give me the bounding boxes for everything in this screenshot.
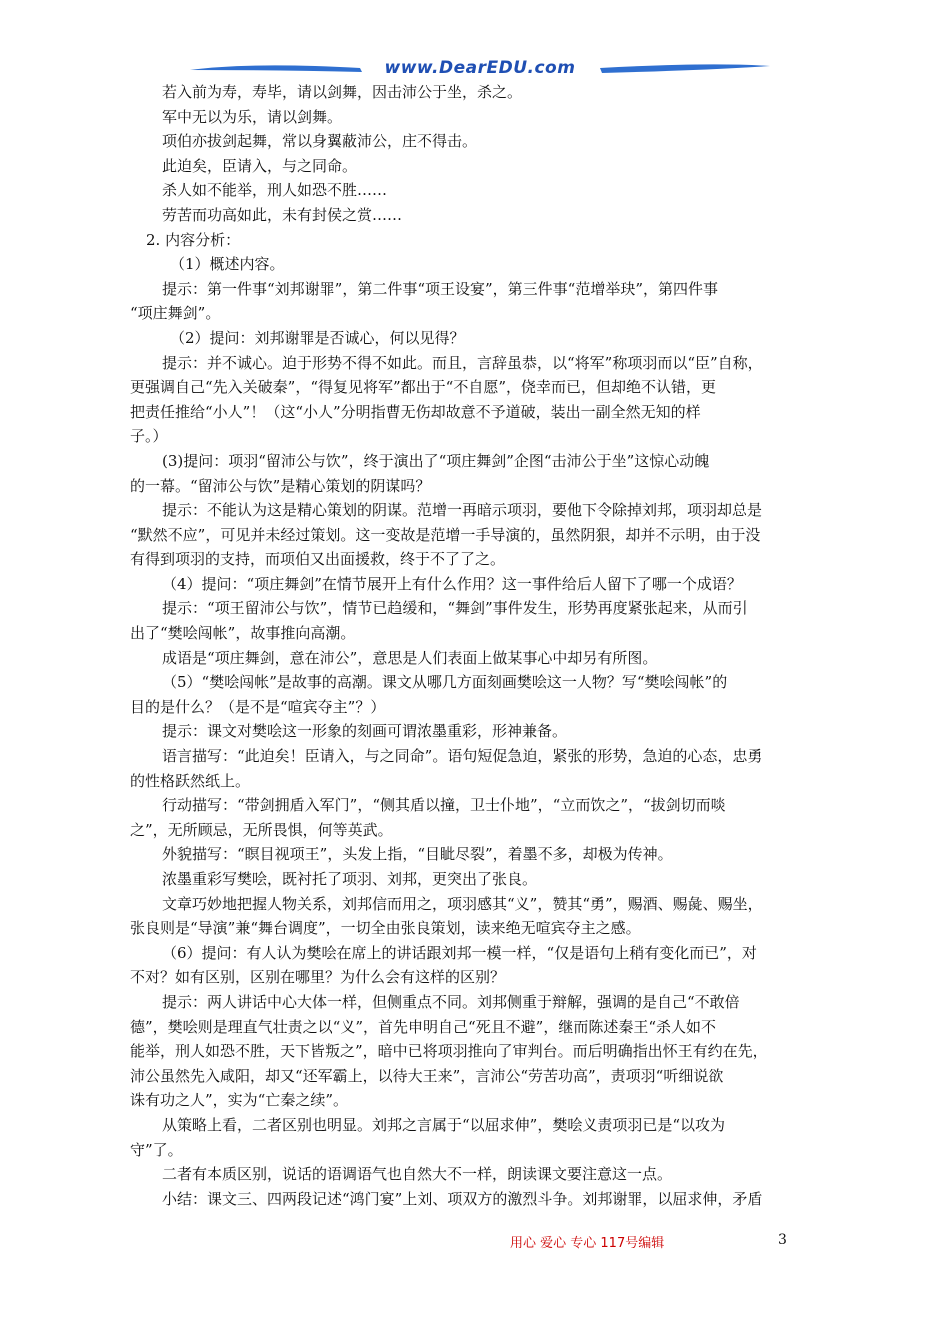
text-line: 文章巧妙地把握人物关系，刘邦信而用之，项羽感其“义”，赞其“勇”，赐酒、赐彘、赐坐， — [162, 894, 763, 913]
document-body — [130, 80, 825, 1211]
text-line: 提示：“项王留沛公与饮”，情节已趋缓和，“舞剑”事件发生，形势再度紧张起来，从而引 — [162, 599, 748, 618]
text-line: 外貌描写：“瞑目视项王”，头发上指，“目眦尽裂”，着墨不多，却极为传神。 — [162, 845, 673, 864]
text-line: （4）提问：“项庄舞剑”在情节展开上有什么作用？这一事件给后人留下了哪一个成语？ — [162, 574, 742, 593]
text-line: 守”了。 — [130, 1140, 183, 1159]
text-line: （1）概述内容。 — [170, 255, 285, 274]
text-line: 的一幕。“留沛公与饮”是精心策划的阴谋吗？ — [130, 476, 431, 495]
text-line: 出了“樊哙闯帐”，故事推向高潮。 — [130, 624, 356, 643]
text-line: 张良则是“导演”兼“舞台调度”，一切全由张良策划，读来绝无喧宾夺主之感。 — [130, 919, 641, 938]
text-line: “默然不应”，可见并未经过策划。这一变故是范增一手导演的，虽然阴狠，却并不示明，由于没 — [130, 525, 761, 544]
text-line: 提示：并不诚心。迫于形势不得不如此。而且，言辞虽恭，以“将军”称项羽而以“臣”自称， — [162, 353, 763, 372]
text-line: 有得到项羽的支持，而项伯又出面援救，终于不了了之。 — [130, 550, 506, 569]
text-line: 行动描写：“带剑拥盾入军门”，“侧其盾以撞，卫士仆地”，“立而饮之”，“拔剑切而啖 — [162, 796, 726, 815]
text-line: 的性格跃然纸上。 — [130, 771, 251, 790]
text-line: 劳苦而功高如此，未有封侯之赏…… — [162, 205, 403, 224]
text-line: (3)提问：项羽“留沛公与饮”，终于演出了“项庄舞剑”企图“击沛公于坐”这惊心动魄 — [162, 451, 710, 470]
text-line: 若入前为寿，寿毕，请以剑舞，因击沛公于坐，杀之。 — [162, 83, 523, 101]
text-line: 提示：第一件事“刘邦谢罪”，第二件事“项王设宴”，第三件事“范增举玦”，第四件事 — [162, 279, 719, 298]
text-line: 沛公虽然先入咸阳，却又“还军霸上，以待大王来”，言沛公“劳苦功高”，责项羽“听细说欲 — [130, 1066, 724, 1085]
text-line: 浓墨重彩写樊哙，既衬托了项羽、刘邦，更突出了张良。 — [162, 870, 538, 888]
text-line: 德”，樊哙则是理直气壮责之以“义”，首先申明自己“死且不避”，继而陈述秦王“杀人如不 — [130, 1017, 717, 1036]
text-line: 之”，无所顾忌，无所畏惧，何等英武。 — [130, 820, 393, 839]
text-line: 诛有功之人”，实为“亡秦之续”。 — [130, 1091, 349, 1110]
text-line: 更强调自己“先入关破秦”，“得复见将军”都出于“不自愿”，侥幸而已，但却绝不认错，更 — [130, 378, 717, 397]
text-line: 子。） — [130, 427, 168, 446]
text-line: 从策略上看，二者区别也明显。刘邦之言属于“以屈求伸”，樊哙义责项羽已是“以攻为 — [162, 1115, 726, 1134]
page-number: 3 — [778, 1232, 787, 1248]
text-line: 把责任推给“小人”！（这“小人”分明指曹无伤却故意不予道破，装出一副全然无知的样 — [130, 402, 701, 421]
text-line: 军中无以为乐，请以剑舞。 — [162, 107, 343, 126]
text-line: 目的是什么？（是不是“喧宾夺主”？） — [130, 697, 386, 716]
text-line: 二者有本质区别，说话的语调语气也自然大不一样，朗读课文要注意这一点。 — [162, 1165, 673, 1184]
text-line: （2）提问：刘邦谢罪是否诚心，何以见得？ — [170, 328, 465, 347]
text-line: 提示：两人讲话中心大体一样，但侧重点不同。刘邦侧重于辩解，强调的是自己“不敢倍 — [162, 992, 740, 1011]
text-line: 项伯亦拔剑起舞，常以身翼蔽沛公，庄不得击。 — [162, 132, 478, 151]
text-line: 不对？如有区别，区别在哪里？为什么会有这样的区别？ — [130, 968, 506, 987]
text-line: （5）“樊哙闯帐”是故事的高潮。课文从哪几方面刻画樊哙这一人物？写“樊哙闯帐”的 — [162, 673, 728, 692]
text-line: 2. 内容分析： — [146, 230, 241, 249]
footer-text: 用心 爱心 专心 117号编辑 — [510, 1236, 665, 1251]
text-line: 此迫矣，臣请入，与之同命。 — [162, 156, 358, 175]
text-line: （6）提问：有人认为樊哙在席上的讲话跟刘邦一模一样，“仅是语句上稍有变化而已”，对 — [162, 943, 757, 962]
text-line: 语言描写：“此迫矣！臣请入，与之同命”。语句短促急迫，紧张的形势，急迫的心态，忠勇 — [162, 747, 763, 766]
text-line: “项庄舞剑”。 — [130, 304, 221, 323]
text-line: 小结：课文三、四两段记述“鸿门宴”上刘、项双方的激烈斗争。刘邦谢罪，以屈求伸，矛盾 — [162, 1189, 763, 1208]
site-url: www.DearEDU.com — [384, 58, 576, 78]
text-line: 能举，刑人如恐不胜，天下皆叛之”，暗中已将项羽推向了审判台。而后明确指出怀王有约在先， — [130, 1042, 768, 1061]
text-line: 杀人如不能举，刑人如恐不胜…… — [162, 181, 388, 200]
text-line: 成语是“项庄舞剑，意在沛公”，意思是人们表面上做某事心中却另有所图。 — [162, 648, 658, 667]
text-line: 提示：课文对樊哙这一形象的刻画可谓浓墨重彩，形神兼备。 — [162, 722, 568, 741]
text-line: 提示：不能认为这是精心策划的阴谋。范增一再暗示项羽，要他下令除掉刘邦，项羽却总是 — [162, 501, 763, 520]
